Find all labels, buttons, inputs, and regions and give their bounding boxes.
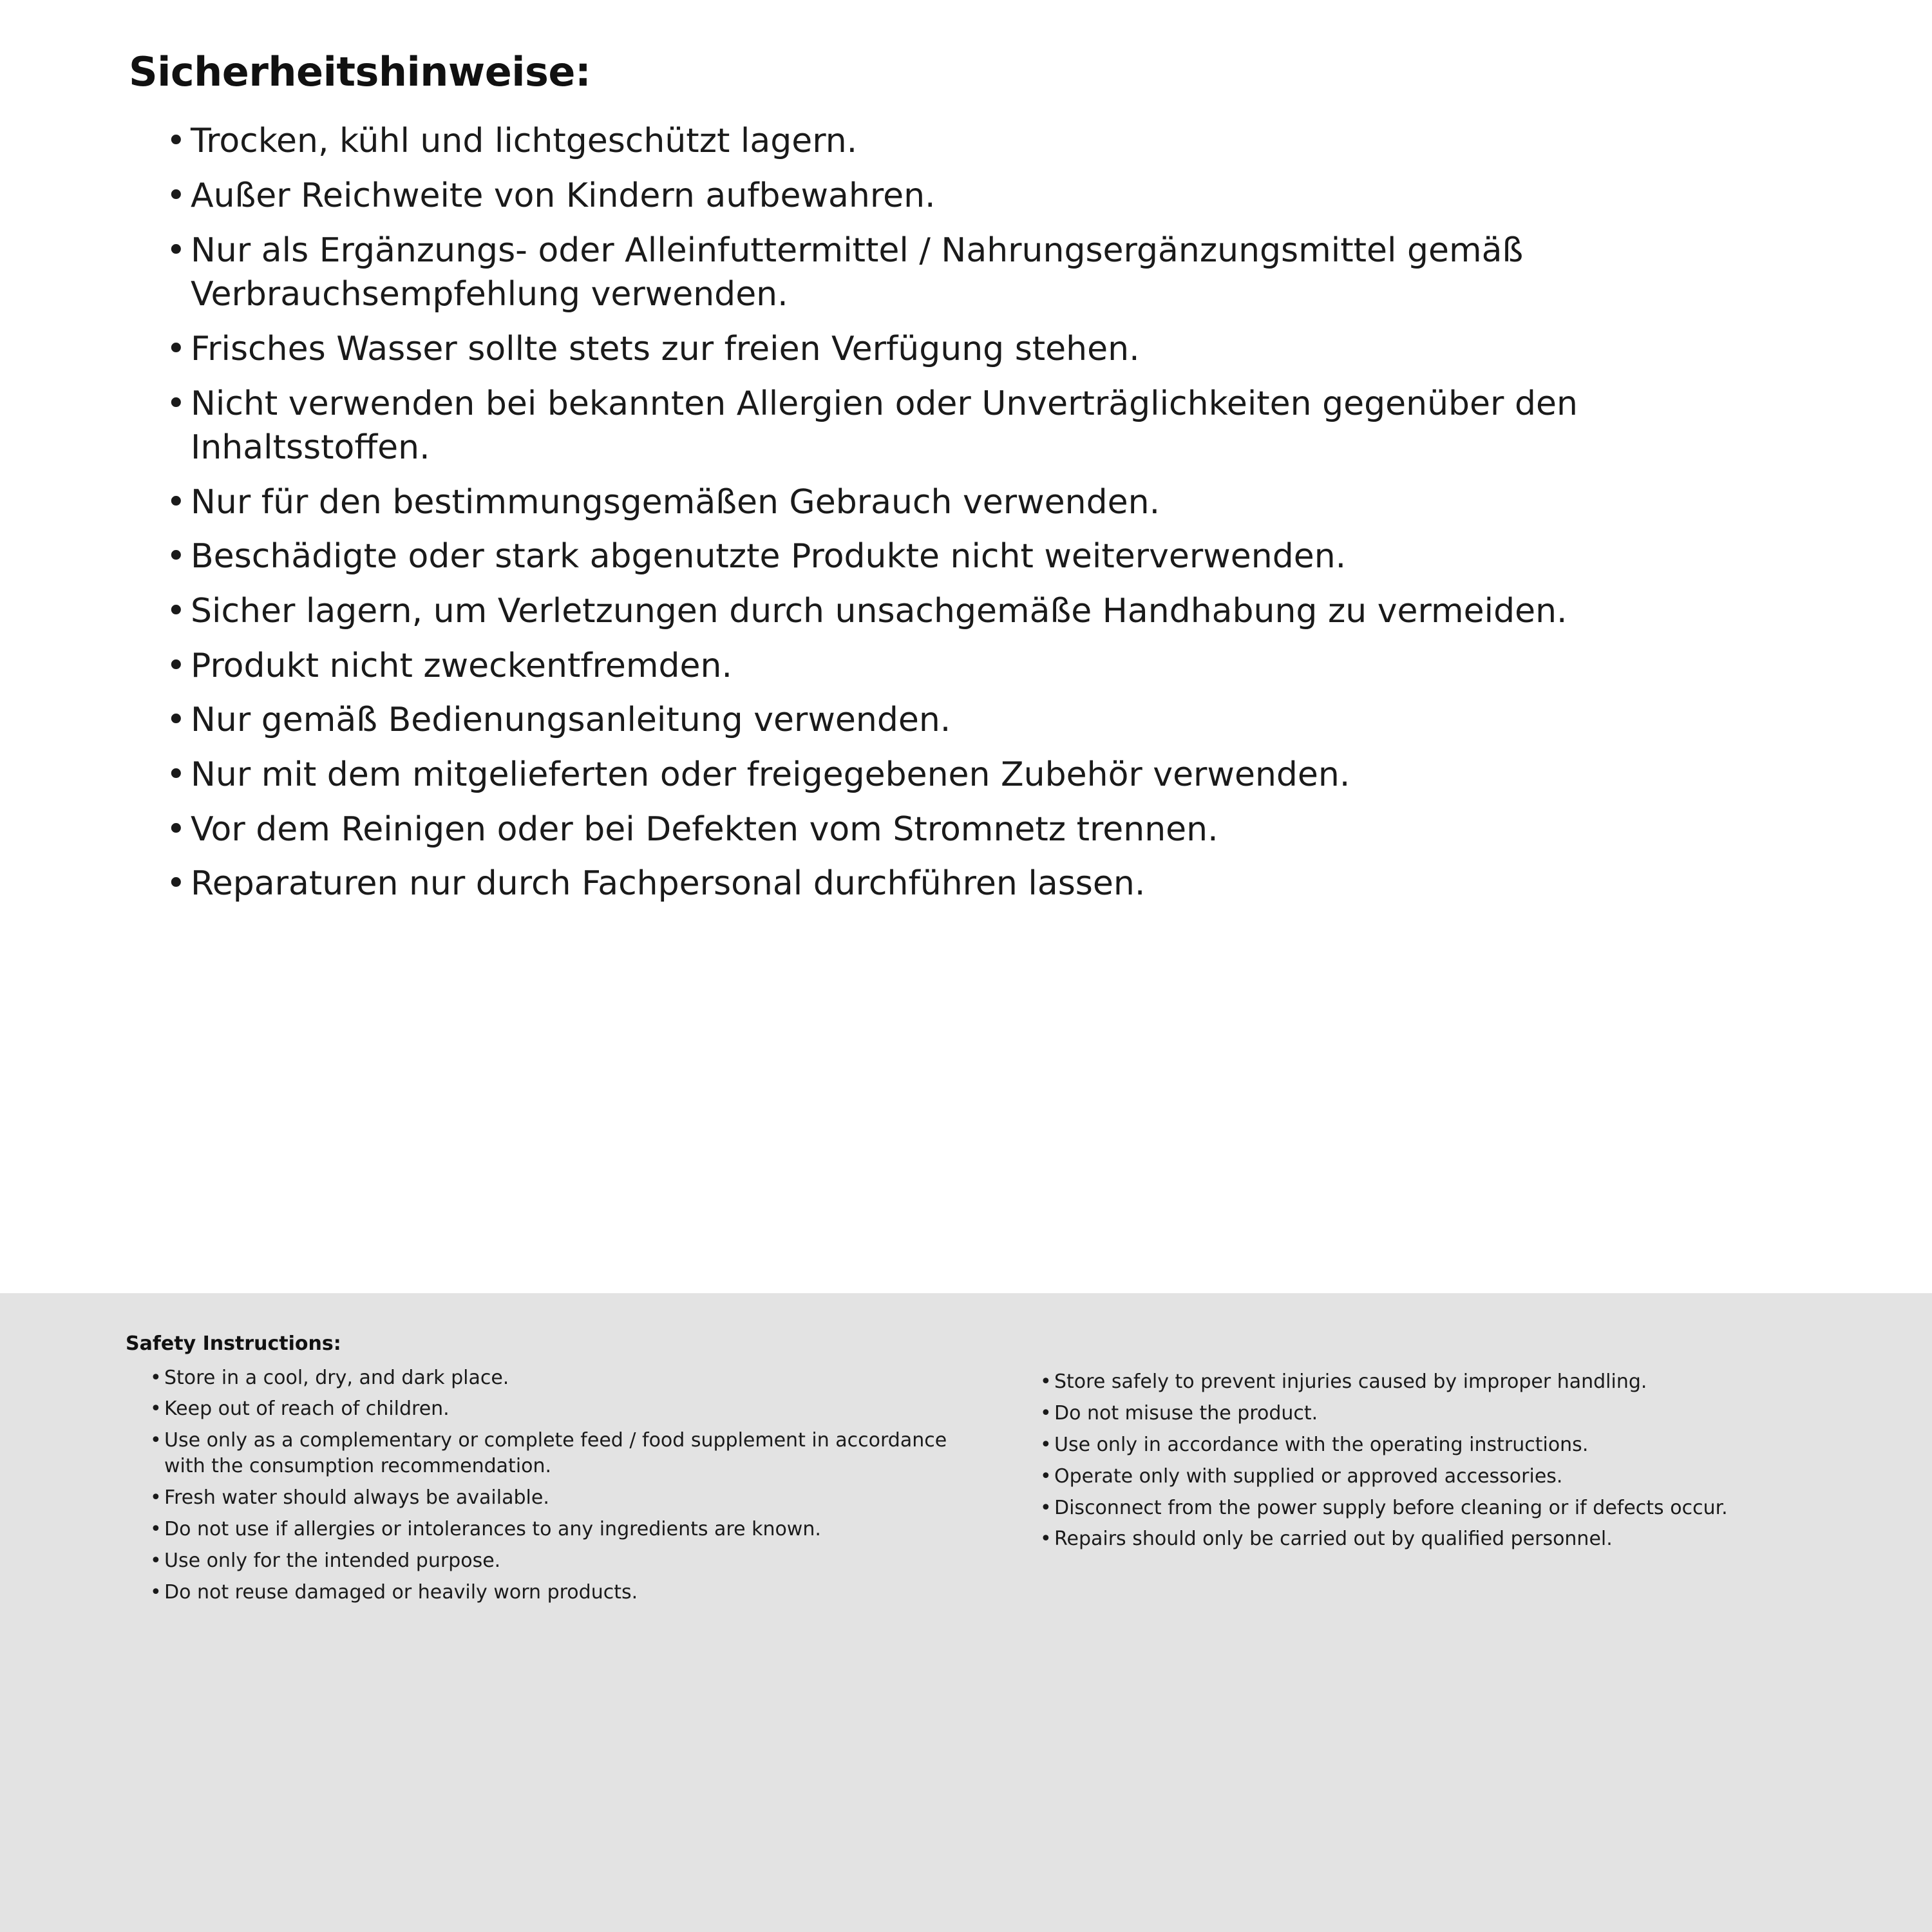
list-item: [166, 382, 1835, 470]
list-item-text: Do not misuse the product.: [1054, 1401, 1318, 1425]
bullet-icon: •: [166, 701, 186, 740]
list-item: [166, 698, 1835, 743]
list-item-text: Nur gemäß Bedienungsanleitung verwenden.: [191, 701, 951, 740]
list-item-text: Frisches Wasser sollte stets zur freien Verfügung stehen.: [191, 329, 1140, 368]
list-item: [150, 1548, 963, 1574]
list-item: [150, 1580, 963, 1605]
list-item-text: Sicher lagern, um Verletzungen durch unsachgemäße Handhabung zu vermeiden.: [191, 592, 1567, 631]
list-item-text: Nur für den bestimmungsgemäßen Gebrauch verwenden.: [191, 482, 1160, 522]
list-item-text: Disconnect from the power supply before cleaning or if defects occur.: [1054, 1496, 1728, 1519]
list-item: [1040, 1464, 1853, 1490]
bullet-icon: •: [166, 864, 186, 904]
bullet-icon: •: [1040, 1433, 1052, 1456]
list-item: [150, 1428, 963, 1479]
bullet-icon: •: [166, 122, 186, 161]
list-item-text: Use only for the intended purpose.: [164, 1549, 501, 1572]
bullet-icon: •: [1040, 1464, 1052, 1488]
list-item-text: Use only in accordance with the operating instructions.: [1054, 1433, 1589, 1456]
list-item-text: Store safely to prevent injuries caused by improper handling.: [1054, 1370, 1647, 1393]
german-safety-section: [0, 0, 1932, 906]
list-item-text: Fresh water should always be available.: [164, 1486, 549, 1510]
list-item: [166, 862, 1835, 906]
bullet-icon: •: [166, 231, 186, 270]
list-item: [166, 808, 1835, 852]
list-item-text: Do not use if allergies or intolerances to any ingredients are known.: [164, 1517, 821, 1540]
bullet-icon: •: [150, 1397, 162, 1421]
list-item-text: Nicht verwenden bei bekannten Allergien oder Unverträglichkeiten gegenüber den Inhaltsstoffen.: [191, 384, 1578, 468]
list-item: [1040, 1432, 1853, 1458]
german-safety-list: [129, 119, 1835, 905]
list-item-text: Produkt nicht zweckentfremden.: [191, 646, 733, 685]
bullet-icon: •: [166, 482, 186, 522]
list-item: [166, 535, 1835, 579]
english-safety-list-right: [1016, 1369, 1853, 1552]
list-item-text: Operate only with supplied or approved accessories.: [1054, 1464, 1563, 1488]
bullet-icon: •: [166, 810, 186, 849]
bullet-icon: •: [1040, 1528, 1052, 1551]
english-column-left: [126, 1332, 963, 1611]
english-safety-section: [0, 1293, 1932, 1932]
list-item: [166, 753, 1835, 797]
bullet-icon: •: [1040, 1370, 1052, 1393]
list-item: [1040, 1401, 1853, 1426]
bullet-icon: •: [150, 1517, 162, 1540]
list-item: [166, 327, 1835, 372]
bullet-icon: •: [166, 176, 186, 216]
list-item-text: Repairs should only be carried out by qualified personnel.: [1054, 1528, 1613, 1551]
list-item: [166, 229, 1835, 317]
bullet-icon: •: [150, 1486, 162, 1510]
list-item: [166, 174, 1835, 218]
bullet-icon: •: [166, 646, 186, 685]
bullet-icon: •: [166, 537, 186, 576]
english-heading: Safety Instructions:: [126, 1332, 341, 1355]
english-columns: [126, 1332, 1864, 1611]
list-item-text: Trocken, kühl und lichtgeschützt lagern.: [191, 122, 858, 161]
list-item-text: Nur mit dem mitgelieferten oder freigegebenen Zubehör verwenden.: [191, 755, 1350, 794]
list-item: [166, 480, 1835, 525]
list-item: [1040, 1369, 1853, 1395]
list-item-text: Store in a cool, dry, and dark place.: [164, 1366, 509, 1389]
list-item-text: Vor dem Reinigen oder bei Defekten vom Stromnetz trennen.: [191, 810, 1218, 849]
list-item-text: Use only as a complementary or complete feed / food supplement in accordance with the consumption recommendation.: [164, 1429, 947, 1478]
list-item: [150, 1485, 963, 1511]
list-item: [166, 119, 1835, 164]
bullet-icon: •: [150, 1549, 162, 1572]
list-item: [1040, 1495, 1853, 1521]
bullet-icon: •: [166, 755, 186, 794]
bullet-icon: •: [150, 1366, 162, 1389]
bullet-icon: •: [1040, 1401, 1052, 1425]
list-item-text: Außer Reichweite von Kindern aufbewahren.: [191, 176, 936, 216]
list-item: [166, 644, 1835, 688]
english-safety-list-left: [126, 1365, 963, 1605]
list-item-text: Reparaturen nur durch Fachpersonal durchführen lassen.: [191, 864, 1146, 904]
list-item: [150, 1396, 963, 1422]
bullet-icon: •: [166, 329, 186, 368]
list-item-text: Keep out of reach of children.: [164, 1397, 450, 1421]
german-heading: Sicherheitshinweise:: [129, 48, 591, 95]
bullet-icon: •: [150, 1580, 162, 1604]
list-item-text: Nur als Ergänzungs- oder Alleinfuttermittel / Nahrungsergänzungsmittel gemäß Verbrauchsempfehlung verwenden.: [191, 231, 1524, 314]
bullet-icon: •: [1040, 1496, 1052, 1519]
list-item: [166, 589, 1835, 634]
list-item-text: Beschädigte oder stark abgenutzte Produkte nicht weiterverwenden.: [191, 537, 1347, 576]
list-item: [150, 1517, 963, 1542]
list-item: [1040, 1526, 1853, 1552]
bullet-icon: •: [166, 592, 186, 631]
list-item: [150, 1365, 963, 1391]
list-item-text: Do not reuse damaged or heavily worn products.: [164, 1580, 638, 1604]
english-column-right: [1016, 1332, 1853, 1611]
bullet-icon: •: [150, 1429, 162, 1452]
bullet-icon: •: [166, 384, 186, 423]
